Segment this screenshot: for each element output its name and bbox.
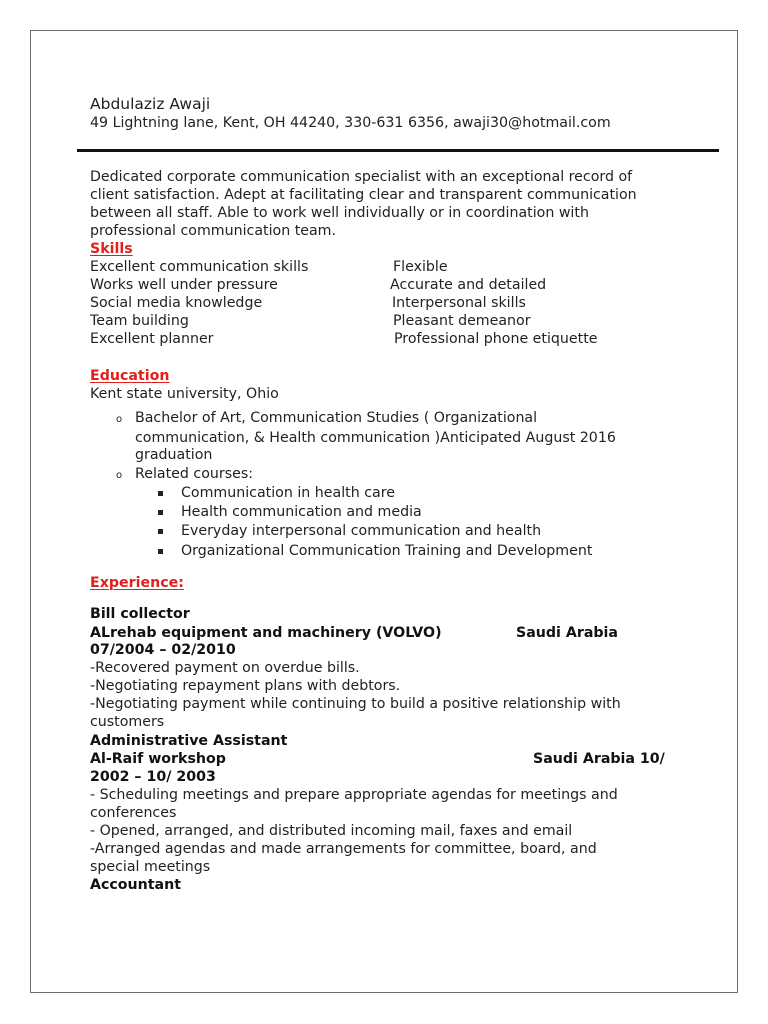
course-item: Everyday interpersonal communication and health xyxy=(181,523,542,539)
applicant-name: Abdulaziz Awaji xyxy=(90,95,211,113)
square-bullet-icon xyxy=(158,549,163,554)
job-dates: 2002 – 10/ 2003 xyxy=(90,769,216,785)
job-company: ALrehab equipment and machinery (VOLVO) xyxy=(90,625,442,641)
header-divider xyxy=(77,149,719,152)
summary-line: between all staff. Able to work well individually or in coordination with xyxy=(90,205,589,221)
skill-item: Excellent communication skills xyxy=(90,259,309,275)
course-item: Health communication and media xyxy=(181,504,422,520)
summary-line: professional communication team. xyxy=(90,223,337,239)
summary-line: Dedicated corporate communication specialist with an exceptional record of xyxy=(90,169,633,185)
square-bullet-icon xyxy=(158,491,163,496)
degree-line: graduation xyxy=(135,447,213,463)
job-duty: conferences xyxy=(90,805,177,821)
skill-item: Pleasant demeanor xyxy=(393,313,531,329)
degree-line: Bachelor of Art, Communication Studies ( Organizational xyxy=(135,410,538,426)
job-location: Saudi Arabia xyxy=(516,625,618,641)
job-duty: -Negotiating repayment plans with debtors. xyxy=(90,678,401,694)
course-item: Organizational Communication Training and Development xyxy=(181,543,593,559)
job-title: Administrative Assistant xyxy=(90,733,288,749)
job-dates: 07/2004 – 02/2010 xyxy=(90,642,236,658)
job-duty: -Arranged agendas and made arrangements for committee, board, and xyxy=(90,841,597,857)
contact-info: 49 Lightning lane, Kent, OH 44240, 330-631 6356, awaji30@hotmail.com xyxy=(90,115,611,131)
job-company: Al-Raif workshop xyxy=(90,751,226,767)
job-duty: customers xyxy=(90,714,165,730)
circle-bullet-icon: o xyxy=(116,470,123,481)
skill-item: Team building xyxy=(90,313,189,329)
job-duty: - Opened, arranged, and distributed incoming mail, faxes and email xyxy=(90,823,573,839)
skill-item: Interpersonal skills xyxy=(392,295,526,311)
skills-heading: Skills xyxy=(90,241,133,257)
skill-item: Works well under pressure xyxy=(90,277,278,293)
experience-heading: Experience: xyxy=(90,575,184,591)
school-name: Kent state university, Ohio xyxy=(90,386,279,402)
job-duty: special meetings xyxy=(90,859,211,875)
square-bullet-icon xyxy=(158,510,163,515)
skill-item: Social media knowledge xyxy=(90,295,263,311)
skill-item: Flexible xyxy=(393,259,448,275)
skill-item: Professional phone etiquette xyxy=(394,331,598,347)
skill-item: Accurate and detailed xyxy=(390,277,547,293)
job-title: Bill collector xyxy=(90,606,190,622)
job-location: Saudi Arabia 10/ xyxy=(533,751,665,767)
summary-line: client satisfaction. Adept at facilitating clear and transparent communication xyxy=(90,187,637,203)
skill-item: Excellent planner xyxy=(90,331,214,347)
job-duty: - Scheduling meetings and prepare appropriate agendas for meetings and xyxy=(90,787,618,803)
education-heading: Education xyxy=(90,368,170,384)
job-duty: -Negotiating payment while continuing to build a positive relationship with xyxy=(90,696,621,712)
courses-label: Related courses: xyxy=(135,466,253,482)
circle-bullet-icon: o xyxy=(116,414,123,425)
square-bullet-icon xyxy=(158,529,163,534)
job-title: Accountant xyxy=(90,877,181,893)
job-duty: -Recovered payment on overdue bills. xyxy=(90,660,360,676)
course-item: Communication in health care xyxy=(181,485,395,501)
degree-line: communication, & Health communication )Anticipated August 2016 xyxy=(135,430,616,446)
